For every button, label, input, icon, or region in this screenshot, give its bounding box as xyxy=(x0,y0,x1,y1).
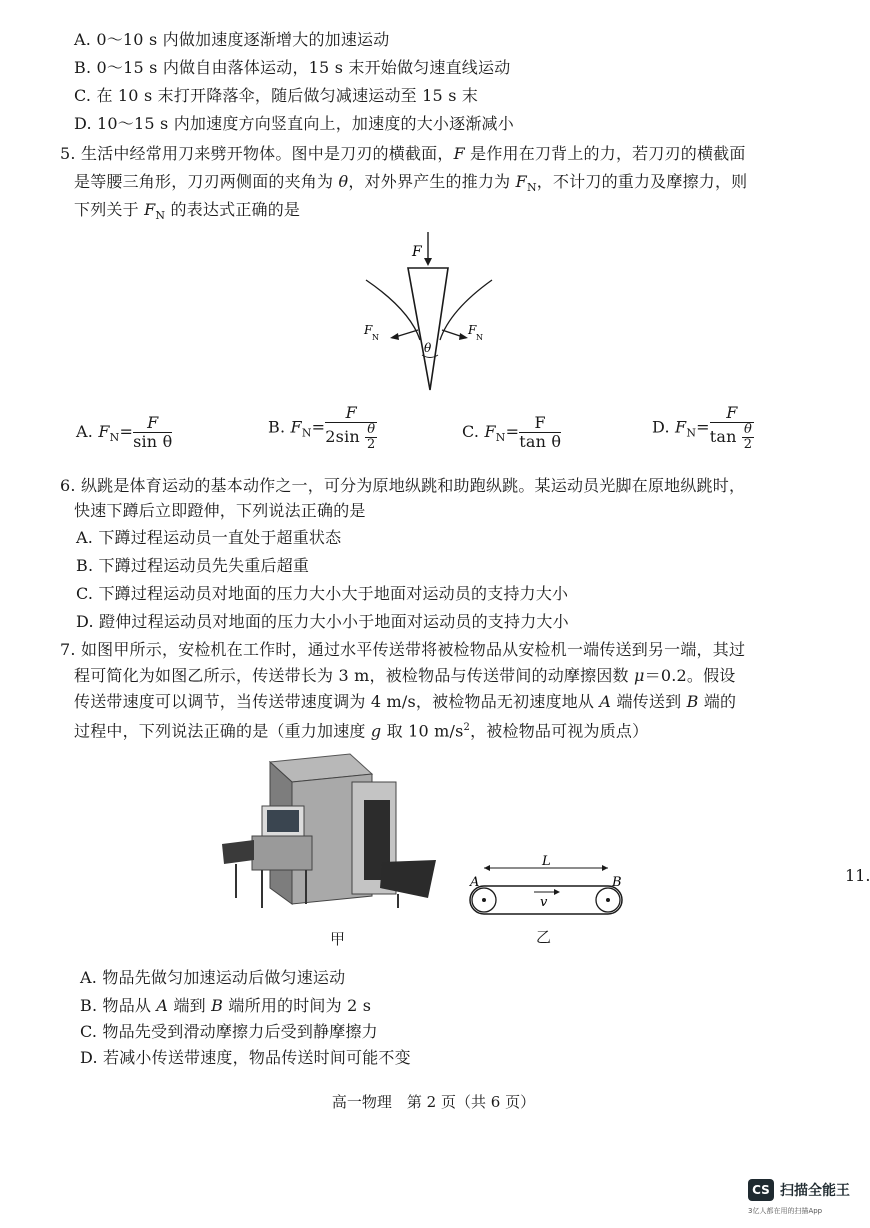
q5-stem-line3: 下列关于 $F_N$ 的表达式正确的是 xyxy=(74,200,301,223)
security-scanner-photo xyxy=(222,748,442,912)
force-f-arrowhead xyxy=(424,258,432,266)
label-a: A xyxy=(470,875,480,890)
q4-option-c: C. 在 10 s 末打开降落伞，随后做匀减速运动至 15 s 末 xyxy=(74,86,479,105)
label-fn-left-sub: N xyxy=(372,333,379,342)
q6-option-b: B. 下蹲过程运动员先失重后超重 xyxy=(76,556,310,575)
material-right-curve xyxy=(440,280,492,340)
normal-force-left-arrowhead xyxy=(390,333,399,340)
q4-option-d: D. 10～15 s 内加速度方向竖直向上，加速度的大小逐渐减小 xyxy=(74,114,514,133)
q5-option-d: D. $F_N=$ F tan $\frac{\theta}{2}$ xyxy=(652,403,753,452)
length-arrow-right xyxy=(602,865,608,871)
label-fn-right: F xyxy=(468,323,477,337)
q6-option-d: D. 蹬伸过程运动员对地面的压力大小小于地面对运动员的支持力大小 xyxy=(76,612,569,631)
caption-yi: 乙 xyxy=(536,928,552,946)
entry-conveyor xyxy=(222,840,254,864)
q5-option-a: A. $F_N=$ $\frac{F}{\text{sin θ}}$ xyxy=(76,413,173,451)
q7-option-c: C. 物品先受到滑动摩擦力后受到静摩擦力 xyxy=(80,1022,378,1041)
label-f: F xyxy=(412,244,422,260)
q7-option-a: A. 物品先做匀加速运动后做匀速运动 xyxy=(80,968,346,987)
caption-jia: 甲 xyxy=(330,930,346,948)
camscanner-slogan: 3亿人都在用的扫描App xyxy=(748,1207,823,1215)
operator-console xyxy=(252,836,312,870)
q6-stem-line2: 快速下蹲后立即蹬伸，下列说法正确的是 xyxy=(74,501,366,520)
label-fn-right-sub: N xyxy=(476,333,483,342)
pulley-left-axle xyxy=(482,898,486,902)
q6-option-c: C. 下蹲过程运动员对地面的压力大小大于地面对运动员的支持力大小 xyxy=(76,584,569,603)
q5-stem-line1: 5. 生活中经常用刀来劈开物体。图中是刀刃的横截面，F 是作用在刀背上的力，若刀刃的横截面 xyxy=(60,144,746,163)
q7-stem-line1: 7. 如图甲所示，安检机在工作时，通过水平传送带将被检物品从安检机一端传送到另一端，其过 xyxy=(60,640,746,659)
label-theta: θ xyxy=(424,341,432,355)
conveyor-belt-diagram xyxy=(462,856,638,922)
q7-option-d: D. 若减小传送带速度，物品传送时间可能不变 xyxy=(80,1048,411,1067)
label-fn-left: F xyxy=(364,323,373,337)
page-footer: 高一物理 第 2 页（共 6 页） xyxy=(331,1093,536,1111)
length-arrow-left xyxy=(484,865,490,871)
camscanner-badge xyxy=(748,1179,858,1221)
q4-option-b: B. 0～15 s 内做自由落体运动，15 s 末开始做匀速直线运动 xyxy=(74,58,511,77)
q4-option-a: A. 0～10 s 内做加速度逐渐增大的加速运动 xyxy=(74,30,390,49)
camscanner-logo-icon: CS xyxy=(748,1179,774,1201)
q5-option-b: B. $F_N=$ F 2sin $\frac{\theta}{2}$ xyxy=(268,403,376,452)
side-question-number: 11. xyxy=(845,866,870,885)
q7-stem-line3: 传送带速度可以调节，当传送带速度调为 4 m/s，被检物品无初速度地从 A 端传送到 B 端的 xyxy=(74,692,737,711)
pulley-right-axle xyxy=(606,898,610,902)
q7-stem-line4: 过程中，下列说法正确的是（重力加速度 g 取 10 $m/s^2$，被检物品可视为质点） xyxy=(74,721,649,741)
q7-stem-line2: 程可简化为如图乙所示，传送带长为 3 m，被检物品与传送带间的动摩擦因数 μ＝0.2。假设 xyxy=(74,666,736,685)
camscanner-name: 扫描全能王 xyxy=(780,1183,850,1199)
label-v: v xyxy=(540,895,548,910)
q5-option-c: C. $F_N=$ $\frac{F}{\text{tan θ}}$ xyxy=(462,413,562,451)
q7-option-b: B. 物品从 A 端到 B 端所用的时间为 2 s xyxy=(80,996,372,1015)
knife-blade-figure xyxy=(350,230,520,400)
label-b: B xyxy=(612,875,622,890)
q6-option-a: A. 下蹲过程运动员一直处于超重状态 xyxy=(76,528,342,547)
monitor-screen xyxy=(267,810,299,832)
q6-stem-line1: 6. 纵跳是体育运动的基本动作之一，可分为原地纵跳和助跑纵跳。某运动员光脚在原地纵跳时， xyxy=(60,476,746,495)
blade-triangle xyxy=(408,268,448,390)
label-l: L xyxy=(542,854,551,869)
normal-force-right-arrowhead xyxy=(459,333,468,340)
velocity-arrowhead xyxy=(554,889,560,895)
q5-stem-line2: 是等腰三角形，刀刃两侧面的夹角为 θ，对外界产生的推力为 $F_N$，不计刀的重力及摩擦力，则 xyxy=(74,172,748,195)
